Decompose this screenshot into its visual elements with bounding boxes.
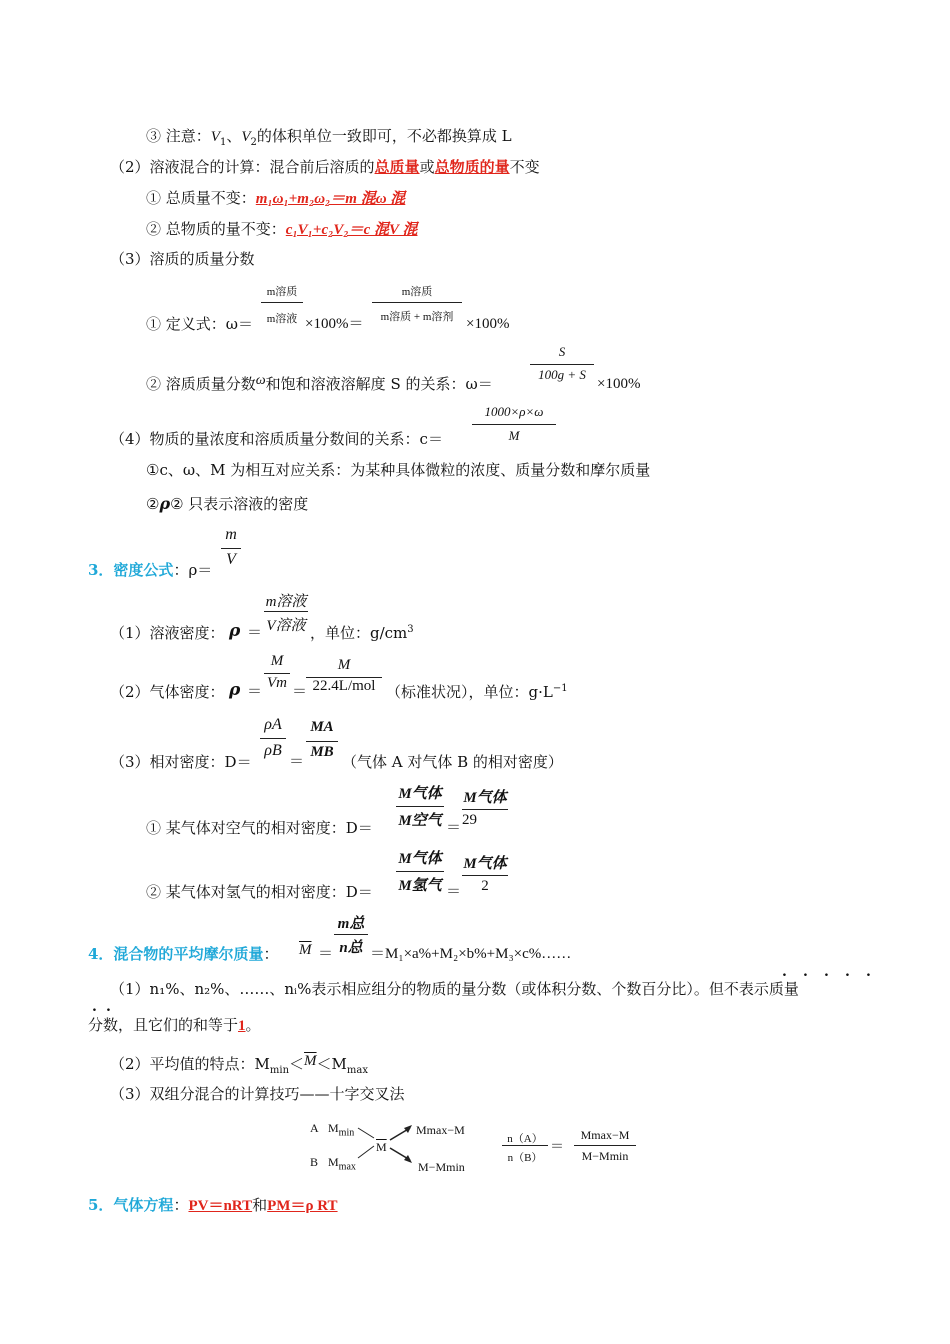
sec5-and: 和 [252, 1196, 268, 1214]
sec3-h2-den2: 2 [481, 878, 489, 894]
sec3-air-den1: M空气 [398, 813, 442, 829]
sec3-l1-rho: ρ [229, 621, 241, 641]
sec3-l2-num2: M [337, 657, 351, 673]
sec3-l2-sup: −1 [552, 683, 568, 694]
sec3-head-text: 3．密度公式 [88, 561, 174, 579]
cross-ratio-num: n（A） [507, 1133, 543, 1145]
emph-dot: . [106, 999, 111, 1015]
density-den: V [226, 551, 236, 568]
mix-title-text: （2）溶液混合的计算：混合前后溶质的 [110, 158, 375, 176]
mix-mass-label: ① 总质量不变： [146, 189, 256, 207]
cross-res-num: Mmax−M [580, 1128, 630, 1142]
cross-a: A [310, 1121, 319, 1135]
sec3-h2-num1: M气体 [398, 851, 442, 867]
sec3-h2-eq: ＝ [446, 884, 462, 900]
sec3-air-num2: M气体 [463, 790, 507, 806]
massfrac-rel-tail: ×100% [597, 376, 641, 392]
cross-eq: ＝ [550, 1140, 564, 1155]
emph-dot: . [866, 964, 871, 980]
sec5-line [88, 1195, 338, 1216]
massfrac-f1-num: m溶质 [266, 286, 298, 298]
mix-amount-formula: c₁V₁+c₂V₂＝c 混V 混 [285, 222, 418, 238]
sec4-head-text: 4．混合物的平均摩尔质量 [88, 945, 264, 963]
sec4-p2-lt2: ＜M [316, 1055, 347, 1073]
sec4-f-num: m总 [337, 916, 365, 932]
sec4-p1b: 分数，且它们的和等于 [88, 1016, 239, 1034]
sec4-p1-one: 1 [238, 1018, 246, 1034]
sec3-colon: ：ρ＝ [173, 561, 213, 579]
sec5-head-text: 5．气体方程 [88, 1196, 174, 1214]
sec3-h2-den1: M氢气 [398, 878, 442, 894]
sec4-p2-max: max [346, 1065, 368, 1076]
sec4-eq: ＝ [318, 946, 334, 962]
conc-f-num: 1000×ρ×ω [484, 404, 544, 419]
emph-dot: . [803, 964, 808, 980]
sec3-l1-eq: ＝ [247, 625, 263, 641]
sec3-air-den2: 29 [462, 812, 477, 828]
v1-symbol: V [210, 129, 220, 145]
omega-symbol: ω [255, 373, 266, 388]
sec3-l2-eq: ＝ [247, 684, 263, 700]
mix-tail: 不变 [509, 158, 540, 176]
sec3-l2-label: （2）气体密度： [110, 683, 225, 701]
sec3-l3-den2: MB [310, 744, 334, 760]
sec3-l3-label: （3）相对密度：D＝ [110, 753, 252, 771]
cross-b: B [310, 1155, 319, 1169]
sec3-l1-num: m溶液 [265, 594, 307, 610]
cross-result [574, 1128, 636, 1168]
sec3-l2-den1: Vm [267, 675, 287, 691]
sec4-p1a: （1）n₁%、n₂%、……、nᵢ%表示相应组分的物质的量分数（或体积分数、个数百分比）。但不表示质量 [110, 980, 799, 998]
massfrac-rel-mid: 和饱和溶液溶解度 S 的关系：ω＝ [265, 375, 493, 393]
sec3-l1-den: V溶液 [266, 618, 306, 634]
note-prefix: ③ 注意： [146, 127, 211, 145]
v1-sub: 1 [219, 137, 227, 148]
emph-dot: . [782, 964, 787, 980]
cross-r2: M−Mmin [418, 1160, 465, 1174]
conc-title: （4）物质的量浓度和溶质质量分数间的关系：c＝ [110, 430, 443, 448]
massfrac-f3-num: S [558, 344, 566, 359]
emph-dot: . [92, 999, 97, 1015]
cross-ratio [502, 1130, 548, 1166]
sec3-air-label: ① 某气体对空气的相对密度：D＝ [146, 819, 373, 837]
cross-mbar: $\overline{M}$ [376, 1140, 387, 1154]
massfrac-f1-den: m溶液 [266, 313, 298, 325]
sec3-h2-label: ② 某气体对氢气的相对密度：D＝ [146, 883, 373, 901]
sec3-l2-unit: （标准状况），单位：g·L [386, 683, 553, 701]
conc-point-1: ①c、ω、M 为相互对应关系：为某种具体微粒的浓度、质量分数和摩尔质量 [146, 461, 651, 479]
sec4-tail: ＝M₁×a%+M₂×b%+M₃×c%…… [370, 946, 572, 962]
emph-dot: . [845, 964, 850, 980]
v2-sub: 2 [250, 137, 257, 148]
note-sep: 、 [226, 127, 242, 145]
sec4-p1-end: 。 [245, 1016, 261, 1034]
sec3-l2-eq2: ＝ [292, 684, 308, 700]
sec3-l3-num1: ρA [264, 716, 282, 733]
cross-mmax: $M_{max}$ [328, 1155, 356, 1173]
sec4-p2-min: min [269, 1065, 290, 1076]
sec3-l3-num2: MA [310, 719, 334, 735]
sec3-h2-num2: M气体 [463, 856, 507, 872]
mix-keyword-amount: 总物质的量 [434, 160, 510, 176]
sec3-l2-num1: M [270, 653, 284, 669]
cross-r1: Mmax−M [416, 1123, 465, 1137]
massfrac-rel-label: ② 溶质质量分数 [146, 375, 256, 393]
sec3-air-num1: M气体 [398, 786, 442, 802]
mix-or: 或 [419, 158, 435, 176]
sec4-colon: ： [263, 945, 279, 963]
massfrac-def-label: ① 定义式：ω＝ [146, 315, 254, 333]
sec4-p2-label: （2）平均值的特点：M [110, 1055, 270, 1073]
sec3-l1-sup: 3 [407, 624, 414, 635]
sec4-p3: （3）双组分混合的计算技巧——十字交叉法 [110, 1085, 405, 1103]
massfrac-f2-num: m溶质 [401, 286, 433, 298]
sec3-air-eq: ＝ [446, 820, 462, 836]
v2-symbol: V [241, 129, 251, 145]
sec4-p2-mbar: $\overline{M}$ [304, 1053, 317, 1069]
massfrac-mid: ×100%＝ [305, 316, 364, 332]
sec5-colon: ： [173, 1196, 189, 1214]
rho-symbol: ρ [159, 494, 171, 513]
massfrac-f2-den: m溶质 + m溶剂 [380, 311, 454, 323]
conc-point-2: ②ρ② 只表示溶液的密度 [146, 494, 309, 513]
sec4-mbar: $\overline{M}$ [299, 942, 312, 958]
cross-mmin: $M_{min}$ [328, 1121, 355, 1139]
conc-f-den: M [508, 428, 520, 443]
mix-mass-formula: m₁ω₁+m₂ω₂＝m 混ω 混 [255, 191, 406, 207]
sec3-l2-den2: 22.4L/mol [312, 678, 376, 694]
cross-ratio-den: n（B） [507, 1152, 543, 1164]
sec3-l1-unit: ，单位：g/cm [310, 624, 408, 642]
massfrac-tail: ×100% [466, 316, 510, 332]
cross-res-den: M−Mmin [581, 1149, 629, 1163]
sec3-l3-tail: （气体 A 对气体 B 的相对密度） [342, 753, 563, 771]
conc-point-2-text: ② 只表示溶液的密度 [170, 495, 309, 513]
sec3-l3-den1: ρB [264, 742, 282, 759]
emph-dot: . [824, 964, 829, 980]
mix-keyword-mass: 总质量 [374, 160, 420, 176]
massfrac-title: （3）溶质的质量分数 [110, 250, 255, 268]
sec5-formula-2: PM＝ρ RT [267, 1198, 338, 1214]
sec4-f-den: n总 [339, 940, 363, 956]
note-rest: 的体积单位一致即可，不必都换算成 L [256, 127, 512, 145]
sec3-l1-label: （1）溶液密度： [110, 624, 225, 642]
sec3-l2-rho: ρ [229, 680, 241, 700]
massfrac-f3-den: 100g + S [538, 367, 586, 382]
mix-amount-label: ② 总物质的量不变： [146, 220, 286, 238]
sec5-formula-1: PV＝nRT [188, 1198, 253, 1214]
density-num: m [225, 526, 237, 543]
sec4-p2-lt: ＜ [289, 1055, 305, 1073]
sec3-l3-eq: ＝ [289, 754, 305, 770]
